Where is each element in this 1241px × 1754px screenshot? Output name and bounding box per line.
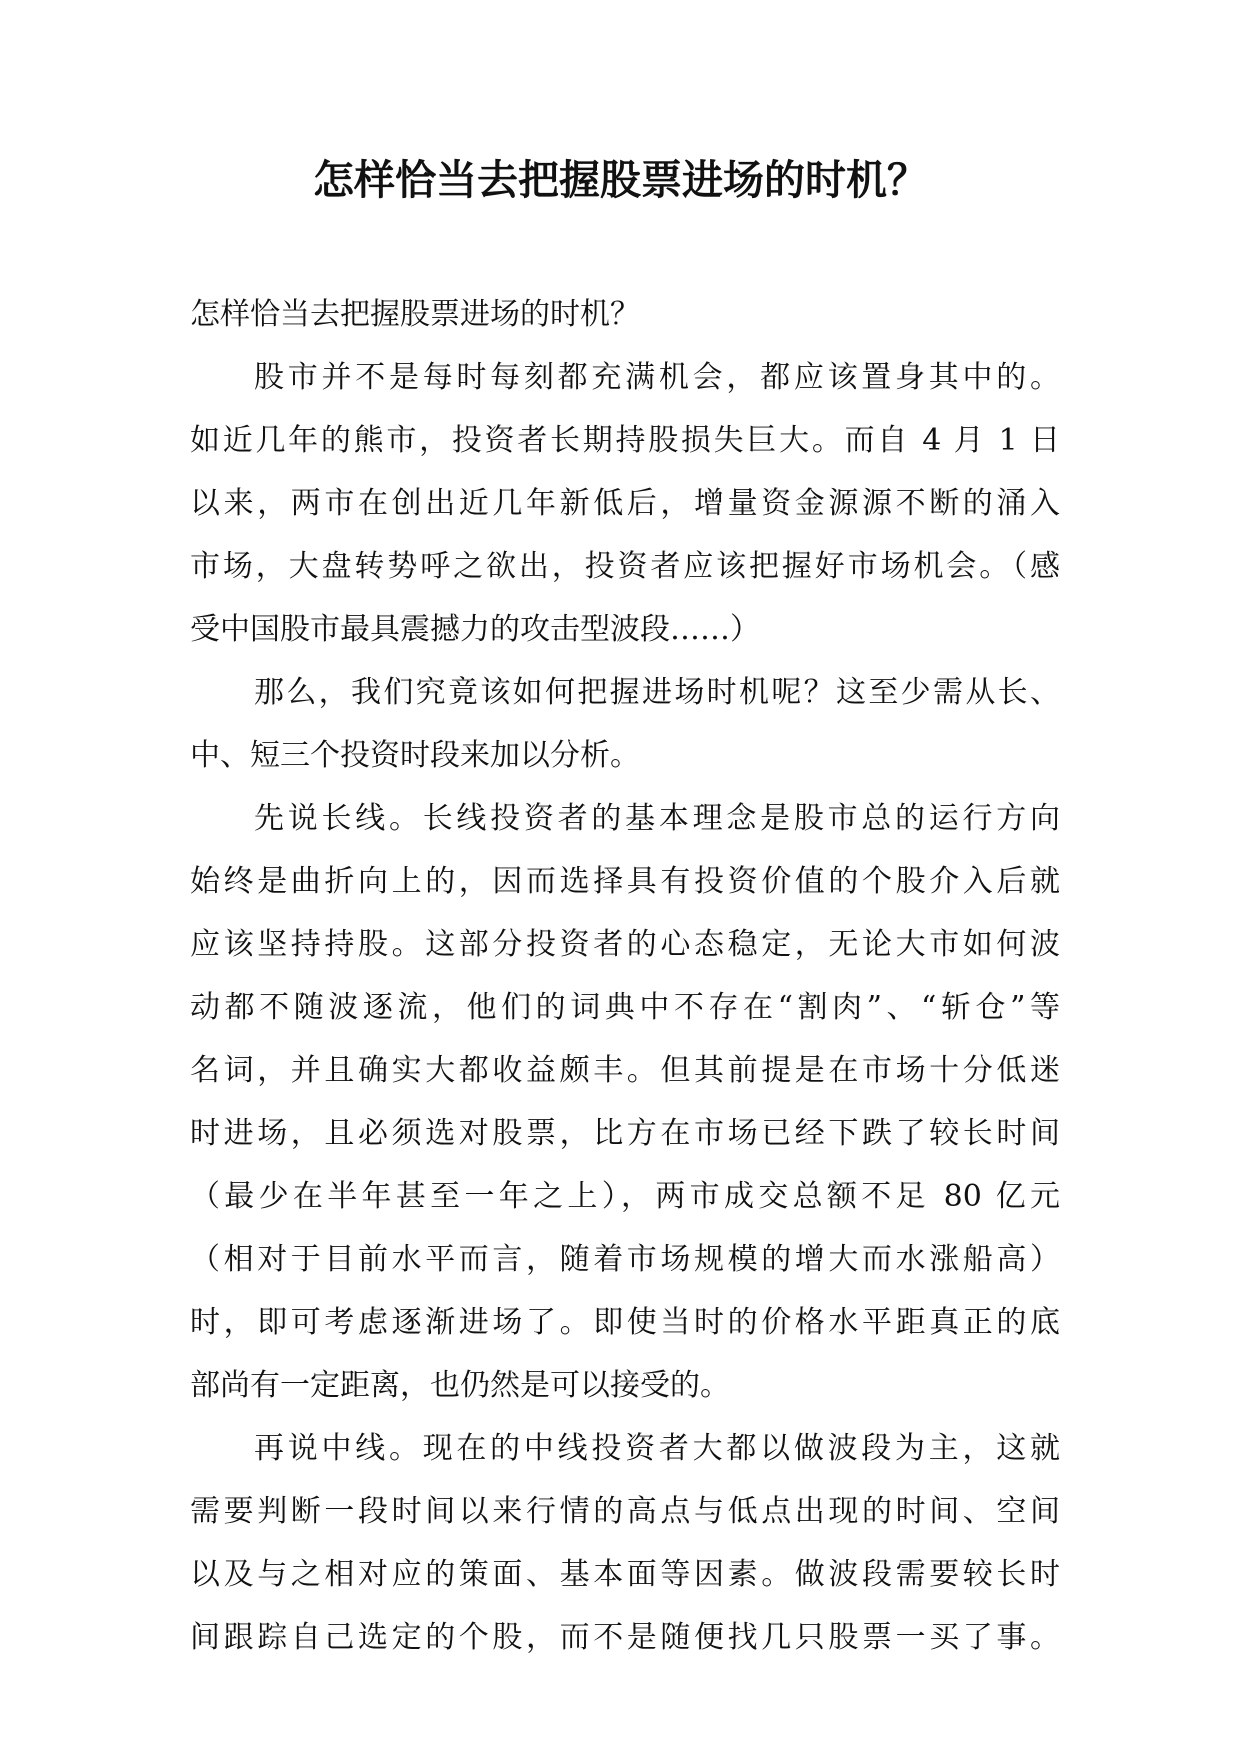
- text-line: 怎样恰当去把握股票进场的时机？: [190, 297, 640, 332]
- text-line: 需要判断一段时间以来行情的高点与低点出现的时间、空间: [190, 1494, 1060, 1529]
- text-line: 中、短三个投资时段来加以分析。: [190, 738, 640, 773]
- text-line: 如近几年的熊市，投资者长期持股损失巨大。而自 4 月 1 日: [190, 423, 1060, 458]
- document-body: [190, 283, 1060, 1669]
- text-line: 应该坚持持股。这部分投资者的心态稳定，无论大市如何波: [190, 927, 1060, 962]
- text-line: 以及与之相对应的策面、基本面等因素。做波段需要较长时: [190, 1557, 1060, 1592]
- text-line: 时，即可考虑逐渐进场了。即使当时的价格水平距真正的底: [190, 1305, 1060, 1340]
- text-line: 那么，我们究竟该如何把握进场时机呢？这至少需从长、: [254, 675, 1060, 710]
- text-line: 名词，并且确实大都收益颇丰。但其前提是在市场十分低迷: [190, 1053, 1060, 1088]
- text-line: 动都不随波逐流，他们的词典中不存在“割肉”、“斩仓”等: [190, 990, 1060, 1025]
- text-line: 股市并不是每时每刻都充满机会，都应该置身其中的。: [254, 360, 1060, 395]
- text-line: 以来，两市在创出近几年新低后，增量资金源源不断的涌入: [190, 486, 1060, 521]
- text-line: （最少在半年甚至一年之上），两市成交总额不足 80 亿元: [190, 1179, 1060, 1214]
- text-line: 始终是曲折向上的，因而选择具有投资价值的个股介入后就: [190, 864, 1060, 899]
- text-line: 市场，大盘转势呼之欲出，投资者应该把握好市场机会。（感: [190, 549, 1060, 584]
- text-line: 先说长线。长线投资者的基本理念是股市总的运行方向: [254, 801, 1060, 836]
- text-line: 部尚有一定距离，也仍然是可以接受的。: [190, 1368, 730, 1403]
- text-line: 再说中线。现在的中线投资者大都以做波段为主，这就: [254, 1431, 1060, 1466]
- text-line: 受中国股市最具震撼力的攻击型波段……）: [190, 612, 760, 647]
- text-line: 间跟踪自己选定的个股，而不是随便找几只股票一买了事。: [190, 1620, 1060, 1655]
- text-line: 时进场，且必须选对股票，比方在市场已经下跌了较长时间: [190, 1116, 1060, 1151]
- text-line: （相对于目前水平而言，随着市场规模的增大而水涨船高）: [190, 1242, 1060, 1277]
- document-title: 怎样恰当去把握股票进场的时机？: [313, 156, 928, 204]
